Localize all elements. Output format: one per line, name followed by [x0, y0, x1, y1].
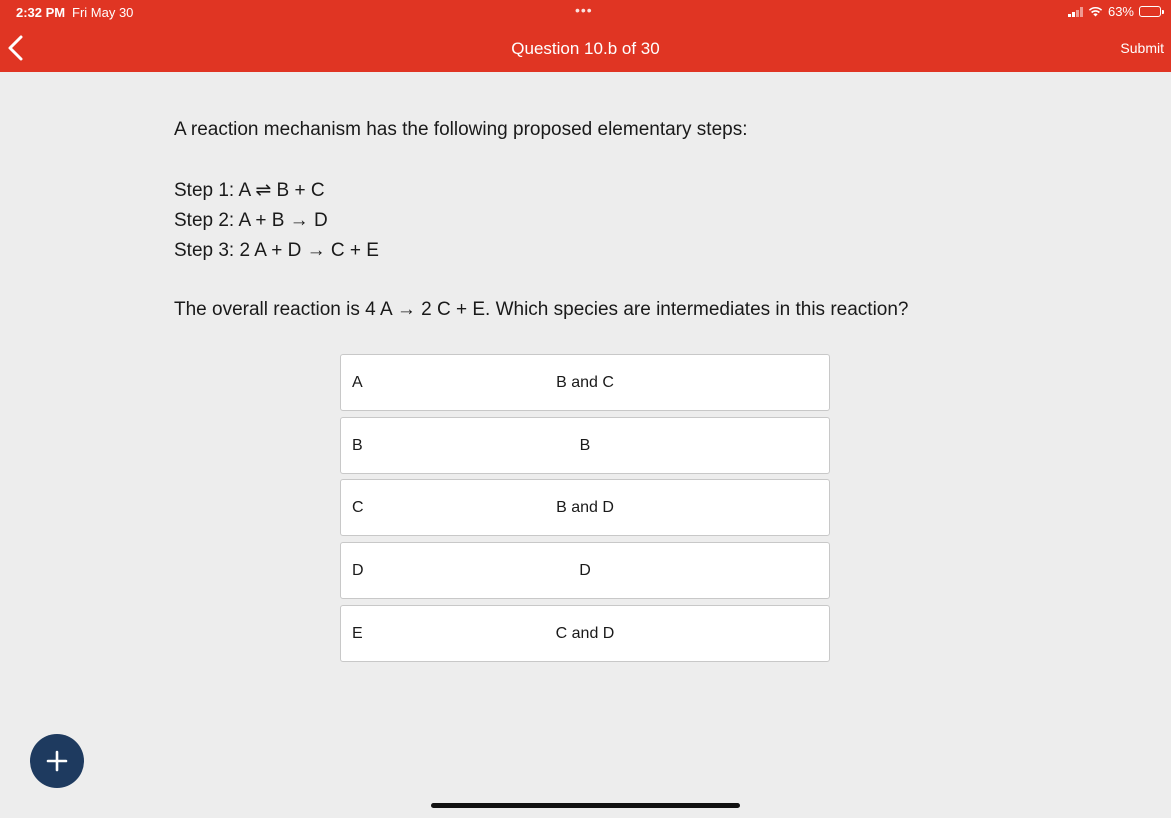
- status-date: Fri May 30: [72, 5, 134, 20]
- option-letter: B: [352, 436, 363, 454]
- step-3: Step 3: 2 A + D → C + E: [174, 240, 379, 261]
- status-time: 2:32 PM: [16, 5, 66, 20]
- add-button[interactable]: [30, 734, 84, 788]
- step-2: Step 2: A + B → D: [174, 210, 328, 231]
- option-text: B and D: [556, 499, 614, 517]
- option-text: C and D: [555, 624, 615, 642]
- cellular-signal-icon: [1068, 7, 1083, 17]
- option-letter: C: [352, 499, 364, 517]
- option-letter: E: [352, 624, 363, 642]
- battery-percentage: 63%: [1107, 4, 1134, 19]
- option-text: D: [579, 562, 591, 580]
- wifi-icon: [1088, 6, 1103, 17]
- question-prompt: The overall reaction is 4 A → 2 C + E. Which species are intermediates in this reaction?: [174, 299, 909, 320]
- multitasking-dots-icon[interactable]: •••: [575, 2, 593, 18]
- option-text: B and C: [556, 374, 614, 391]
- option-text: B: [579, 436, 591, 454]
- answer-option-c[interactable]: [340, 479, 830, 536]
- top-bar: [0, 0, 1171, 72]
- mechanism-steps: [174, 176, 379, 266]
- submit-button[interactable]: Submit: [1120, 40, 1164, 56]
- question-counter-title: Question 10.b of 30: [511, 39, 660, 58]
- answer-option-d[interactable]: [340, 542, 830, 599]
- battery-icon: [1139, 6, 1161, 17]
- status-indicators: [1068, 4, 1161, 19]
- option-letter: D: [352, 562, 364, 580]
- answer-options: [340, 354, 830, 667]
- answer-option-a[interactable]: [340, 354, 830, 411]
- home-indicator[interactable]: [431, 803, 740, 808]
- option-letter: A: [352, 374, 363, 391]
- answer-option-b[interactable]: [340, 417, 830, 474]
- answer-option-e[interactable]: [340, 605, 830, 662]
- question-intro: A reaction mechanism has the following proposed elementary steps:: [174, 119, 748, 140]
- step-1: Step 1: A ⇌ B + C: [174, 180, 325, 201]
- plus-icon: [46, 750, 68, 772]
